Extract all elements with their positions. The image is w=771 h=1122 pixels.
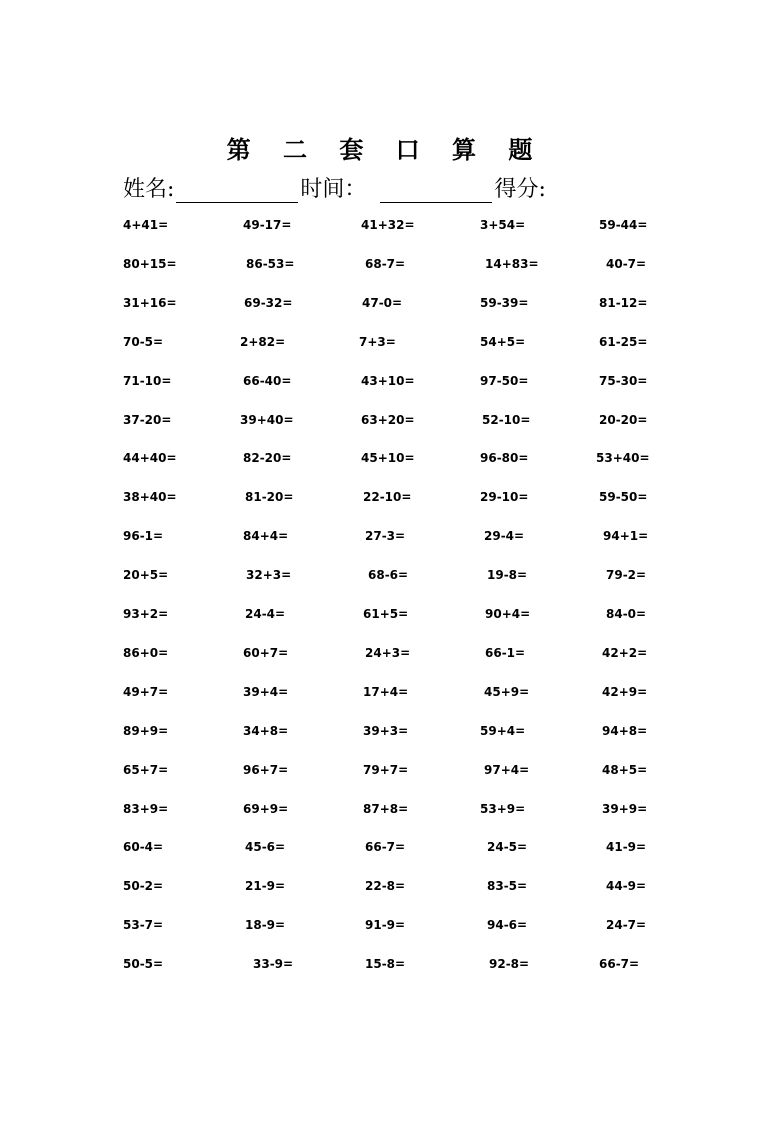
problem-11-1: 93+2= bbox=[123, 607, 169, 621]
problem-15-3: 79+7= bbox=[363, 762, 409, 777]
problem-19-3: 91-9= bbox=[365, 918, 406, 933]
problem-9-1: 96-1= bbox=[123, 529, 164, 544]
problem-3-5: 81-12= bbox=[599, 295, 648, 310]
problem-8-2: 81-20= bbox=[245, 490, 294, 505]
problem-17-5: 41-9= bbox=[606, 840, 647, 855]
problem-14-3: 39+3= bbox=[363, 723, 409, 738]
name-label: 姓名: bbox=[123, 177, 175, 202]
problem-9-4: 29-4= bbox=[484, 529, 525, 544]
page-title: 第 二 套 口 算 题 bbox=[226, 135, 545, 164]
problem-10-3: 68-6= bbox=[368, 568, 409, 583]
problem-8-3: 22-10= bbox=[363, 490, 412, 505]
problem-4-4: 54+5= bbox=[480, 334, 526, 349]
problem-1-4: 3+54= bbox=[480, 218, 526, 232]
problem-12-3: 24+3= bbox=[365, 645, 411, 660]
problem-1-1: 4+41= bbox=[123, 218, 169, 232]
problem-4-3: 7+3= bbox=[359, 334, 396, 349]
problem-16-2: 69+9= bbox=[243, 801, 289, 816]
problem-2-2: 86-53= bbox=[246, 256, 295, 271]
problem-5-3: 43+10= bbox=[361, 373, 415, 388]
problem-13-2: 39+4= bbox=[243, 684, 289, 699]
problem-4-5: 61-25= bbox=[599, 334, 648, 349]
problem-2-3: 68-7= bbox=[365, 256, 406, 271]
problem-11-4: 90+4= bbox=[485, 607, 531, 621]
problem-16-5: 39+9= bbox=[602, 801, 648, 816]
problem-6-5: 20-20= bbox=[599, 412, 648, 427]
problem-6-1: 37-20= bbox=[123, 412, 172, 427]
problem-16-4: 53+9= bbox=[480, 801, 526, 816]
problem-5-4: 97-50= bbox=[480, 373, 529, 388]
problem-17-2: 45-6= bbox=[245, 840, 286, 855]
problem-13-3: 17+4= bbox=[363, 684, 409, 699]
problem-20-5: 66-7= bbox=[599, 957, 640, 972]
problem-14-1: 89+9= bbox=[123, 723, 169, 738]
problem-14-5: 94+8= bbox=[602, 723, 648, 738]
problem-6-3: 63+20= bbox=[361, 412, 415, 427]
problem-14-2: 34+8= bbox=[243, 723, 289, 738]
problem-16-1: 83+9= bbox=[123, 801, 169, 816]
problem-19-1: 53-7= bbox=[123, 918, 164, 933]
problem-7-4: 96-80= bbox=[480, 451, 529, 466]
problem-5-2: 66-40= bbox=[243, 373, 292, 388]
problem-3-3: 47-0= bbox=[362, 295, 403, 310]
problem-17-1: 60-4= bbox=[123, 840, 164, 855]
problem-11-3: 61+5= bbox=[363, 607, 409, 621]
problem-15-2: 96+7= bbox=[243, 762, 289, 777]
problem-11-2: 24-4= bbox=[245, 607, 286, 621]
problem-7-5: 53+40= bbox=[596, 451, 650, 466]
problem-18-5: 44-9= bbox=[606, 879, 647, 894]
problem-12-1: 86+0= bbox=[123, 645, 169, 660]
problem-20-4: 92-8= bbox=[489, 957, 530, 972]
score-label: 得分: bbox=[494, 177, 546, 202]
problem-7-2: 82-20= bbox=[243, 451, 292, 466]
problem-20-1: 50-5= bbox=[123, 957, 164, 972]
problem-3-4: 59-39= bbox=[480, 295, 529, 310]
problem-12-4: 66-1= bbox=[485, 645, 526, 660]
problem-19-4: 94-6= bbox=[487, 918, 528, 933]
problem-19-2: 18-9= bbox=[245, 918, 286, 933]
problem-19-5: 24-7= bbox=[606, 918, 647, 933]
problem-6-4: 52-10= bbox=[482, 412, 531, 427]
problem-1-3: 41+32= bbox=[361, 218, 415, 232]
problem-2-1: 80+15= bbox=[123, 256, 177, 271]
problem-2-4: 14+83= bbox=[485, 256, 539, 271]
problem-11-5: 84-0= bbox=[606, 607, 647, 621]
problem-14-4: 59+4= bbox=[480, 723, 526, 738]
problem-3-2: 69-32= bbox=[244, 295, 293, 310]
problem-20-2: 33-9= bbox=[253, 957, 294, 972]
problem-15-5: 48+5= bbox=[602, 762, 648, 777]
problem-3-1: 31+16= bbox=[123, 295, 177, 310]
problem-4-2: 2+82= bbox=[240, 334, 286, 349]
problem-8-4: 29-10= bbox=[480, 490, 529, 505]
time-label: 时间： bbox=[300, 177, 367, 202]
problem-10-2: 32+3= bbox=[246, 568, 292, 583]
problem-12-5: 42+2= bbox=[602, 645, 648, 660]
problem-20-3: 15-8= bbox=[365, 957, 406, 972]
problem-18-4: 83-5= bbox=[487, 879, 528, 894]
problem-17-3: 66-7= bbox=[365, 840, 406, 855]
problem-16-3: 87+8= bbox=[363, 801, 409, 816]
problem-13-1: 49+7= bbox=[123, 684, 169, 699]
problem-12-2: 60+7= bbox=[243, 645, 289, 660]
problem-10-5: 79-2= bbox=[606, 568, 647, 583]
problem-18-1: 50-2= bbox=[123, 879, 164, 894]
problem-9-3: 27-3= bbox=[365, 529, 406, 544]
problem-7-1: 44+40= bbox=[123, 451, 177, 466]
problem-2-5: 40-7= bbox=[606, 256, 647, 271]
time-blank[interactable] bbox=[380, 182, 492, 203]
problem-10-4: 19-8= bbox=[487, 568, 528, 583]
problem-8-1: 38+40= bbox=[123, 490, 177, 505]
problem-7-3: 45+10= bbox=[361, 451, 415, 466]
problem-18-2: 21-9= bbox=[245, 879, 286, 894]
problem-1-5: 59-44= bbox=[599, 218, 648, 232]
problem-17-4: 24-5= bbox=[487, 840, 528, 855]
problem-5-5: 75-30= bbox=[599, 373, 648, 388]
name-blank[interactable] bbox=[176, 182, 298, 203]
problem-8-5: 59-50= bbox=[599, 490, 648, 505]
problem-9-5: 94+1= bbox=[603, 529, 649, 544]
problem-9-2: 84+4= bbox=[243, 529, 289, 544]
problem-13-5: 42+9= bbox=[602, 684, 648, 699]
problem-18-3: 22-8= bbox=[365, 879, 406, 894]
problem-6-2: 39+40= bbox=[240, 412, 294, 427]
student-info-line bbox=[123, 172, 546, 203]
problem-5-1: 71-10= bbox=[123, 373, 172, 388]
problem-13-4: 45+9= bbox=[484, 684, 530, 699]
problem-10-1: 20+5= bbox=[123, 568, 169, 583]
problem-15-1: 65+7= bbox=[123, 762, 169, 777]
problem-4-1: 70-5= bbox=[123, 334, 164, 349]
problem-15-4: 97+4= bbox=[484, 762, 530, 777]
problem-1-2: 49-17= bbox=[243, 218, 292, 232]
